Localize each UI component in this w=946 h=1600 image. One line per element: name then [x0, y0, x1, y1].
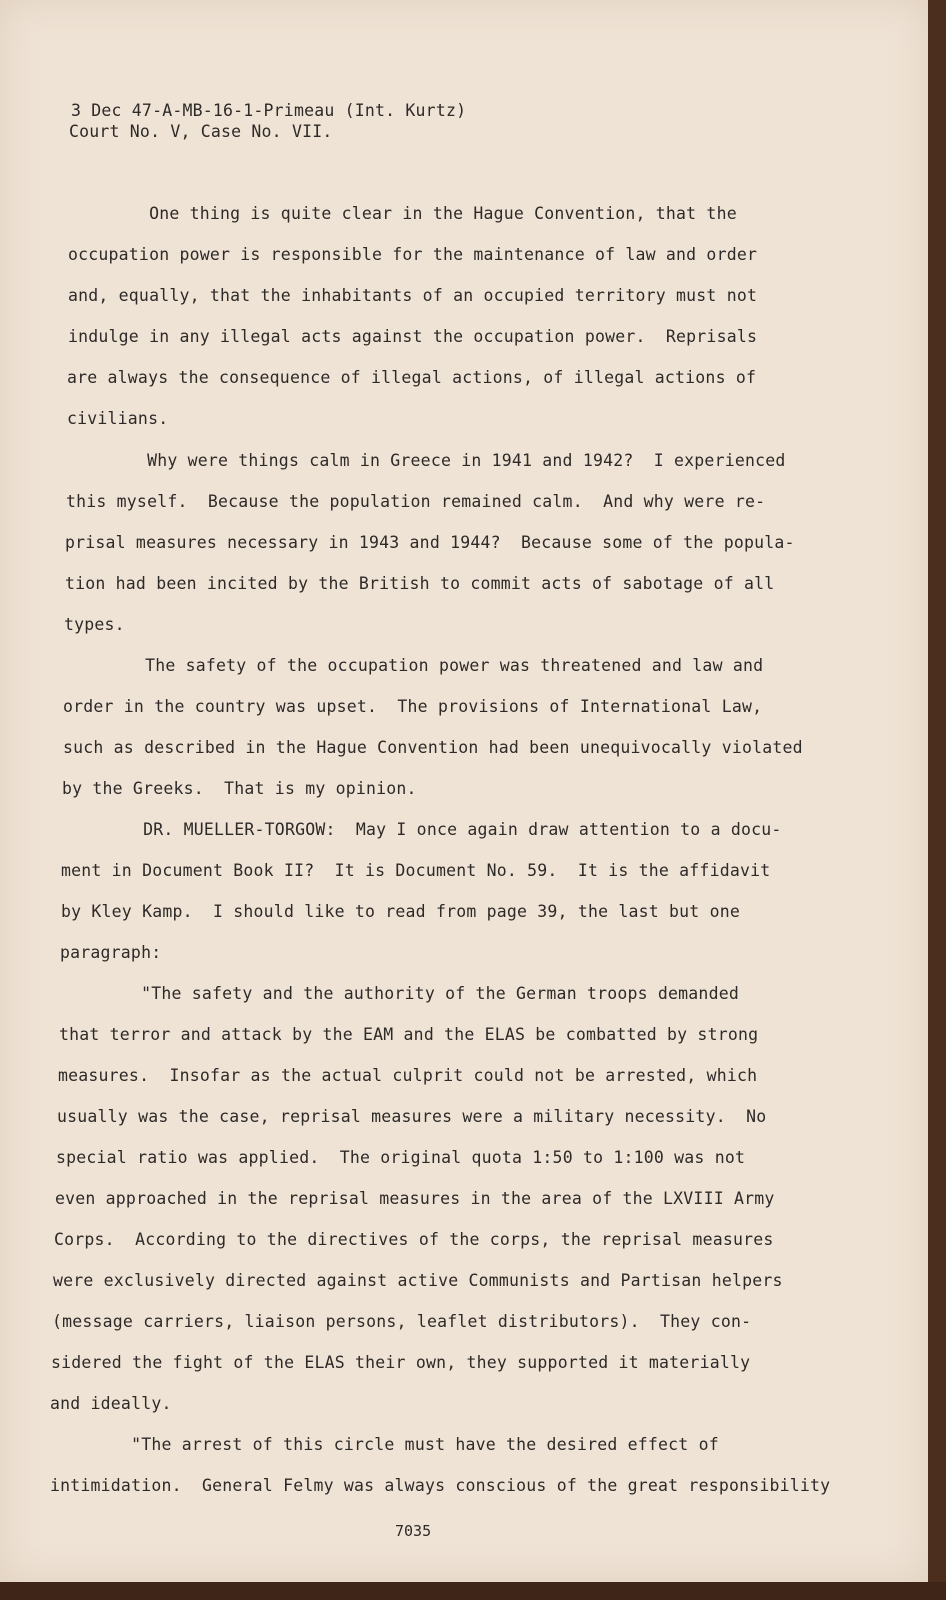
- body-line-1: One thing is quite clear in the Hague Convention, that the: [68, 204, 737, 223]
- page-edge-right: [928, 0, 946, 1600]
- body-line-3: and, equally, that the inhabitants of an occupied territory must not: [68, 286, 758, 305]
- body-line-15: by the Greeks. That is my opinion.: [62, 779, 417, 798]
- body-line-2: occupation power is responsible for the maintenance of law and order: [68, 245, 758, 264]
- body-line-24: special ratio was applied. The original quota 1:50 to 1:100 was not: [56, 1148, 746, 1167]
- header-line-2: Court No. V, Case No. VII.: [69, 122, 333, 141]
- body-line-20: "The safety and the authority of the German troops demanded: [60, 984, 739, 1003]
- body-line-8: this myself. Because the population remained calm. And why were re-: [66, 492, 766, 511]
- body-line-5: are always the consequence of illegal actions, of illegal actions of: [67, 368, 757, 387]
- body-line-25: even approached in the reprisal measures in the area of the LXVIII Army: [55, 1189, 775, 1208]
- body-line-30: and ideally.: [50, 1394, 172, 1413]
- body-line-23: usually was the case, reprisal measures were a military necessity. No: [57, 1107, 767, 1126]
- body-line-9: prisal measures necessary in 1943 and 1944? Because some of the popula-: [65, 533, 795, 552]
- body-line-21: that terror and attack by the EAM and the ELAS be combatted by strong: [59, 1025, 759, 1044]
- body-line-7: Why were things calm in Greece in 1941 and 1942? I experienced: [66, 451, 786, 470]
- body-line-26: Corps. According to the directives of the corps, the reprisal measures: [54, 1230, 774, 1249]
- body-line-27: were exclusively directed against active Communists and Partisan helpers: [53, 1271, 783, 1290]
- body-line-17: ment in Document Book II? It is Document No. 59. It is the affidavit: [61, 861, 771, 880]
- body-line-18: by Kley Kamp. I should like to read from page 39, the last but one: [61, 902, 740, 921]
- body-line-13: order in the country was upset. The provisions of International Law,: [63, 697, 763, 716]
- body-line-10: tion had been incited by the British to commit acts of sabotage of all: [65, 574, 775, 593]
- header-line-1: 3 Dec 47-A-MB-16-1-Primeau (Int. Kurtz): [71, 101, 467, 120]
- body-line-14: such as described in the Hague Convention had been unequivocally violated: [63, 738, 803, 757]
- body-line-31: "The arrest of this circle must have the desired effect of: [50, 1435, 719, 1454]
- body-line-19: paragraph:: [60, 943, 162, 962]
- page-edge-bottom: [0, 1582, 946, 1600]
- body-line-16: DR. MUELLER-TORGOW: May I once again draw attention to a docu-: [62, 820, 782, 839]
- body-line-6: civilians.: [67, 409, 169, 428]
- body-line-28: (message carriers, liaison persons, leaflet distributors). They con-: [52, 1312, 752, 1331]
- body-line-22: measures. Insofar as the actual culprit could not be arrested, which: [58, 1066, 758, 1085]
- body-line-4: indulge in any illegal acts against the occupation power. Reprisals: [68, 327, 758, 346]
- page-number: 7035: [395, 1522, 432, 1540]
- body-line-11: types.: [64, 615, 125, 634]
- body-line-32: intimidation. General Felmy was always conscious of the great responsibility: [50, 1476, 831, 1495]
- body-line-29: sidered the fight of the ELAS their own, they supported it materially: [51, 1353, 751, 1372]
- body-line-12: The safety of the occupation power was threatened and law and: [64, 656, 764, 675]
